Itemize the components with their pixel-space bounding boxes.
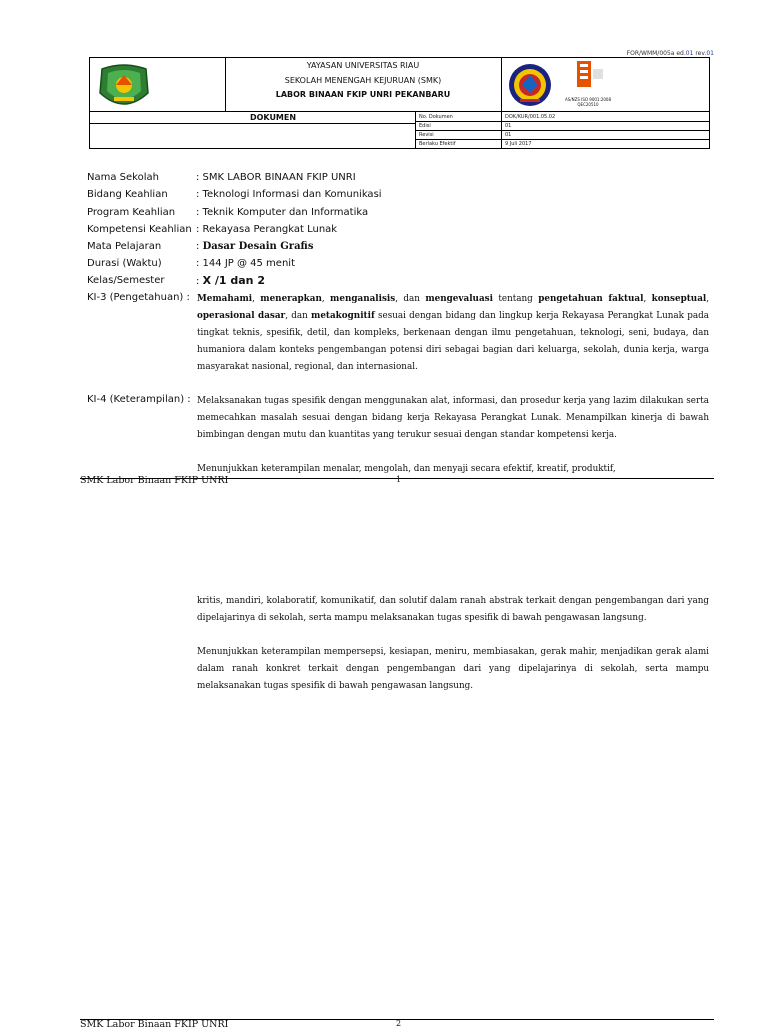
foundation-name: YAYASAN UNIVERSITAS RIAU <box>306 61 420 70</box>
field-label: Mata Pelajaran <box>87 241 162 252</box>
ki3-text-run: , <box>706 294 710 304</box>
meta-value: 01 <box>505 123 512 129</box>
ki3-keyword: menerapkan <box>260 294 322 304</box>
page-number: 2 <box>396 1019 402 1028</box>
ki3-text <box>197 291 709 376</box>
school-name: SEKOLAH MENENGAH KEJURUAN (SMK) <box>284 75 442 85</box>
meta-label: No. Dokumen <box>419 114 453 120</box>
field-value: : Teknik Komputer dan Informatika <box>196 207 369 218</box>
meta-label: Revisi <box>419 132 434 138</box>
ki3-text-run: , <box>252 294 261 304</box>
ki3-keyword: pengetahuan faktual <box>538 294 644 304</box>
ki3-keyword: menganalisis <box>330 294 396 304</box>
page-number: 1 <box>396 475 402 484</box>
ki3-text-run: , dan <box>285 311 312 321</box>
form-code: FOR/WMM/005a ed.01 rev.01 <box>626 50 714 57</box>
ki4-paragraph-3: Menunjukkan keterampilan mempersepsi, kesiapan, meniru, membiasakan, gerak mahir, menjadikan gerak alami dalam ranah konkret terkait dengan pengembangan dari yang dipelajarinya di sekolah, serta mampu melaksanakan tugas spesifik di bawah pengawasan langsung. <box>197 647 709 691</box>
labor-name: LABOR BINAAN FKIP UNRI PEKANBARU <box>275 90 451 99</box>
field-label: Bidang Keahlian <box>87 189 168 200</box>
ki3-text-run: , <box>321 294 331 304</box>
ki3-keyword: metakognitif <box>311 311 375 321</box>
ki3-text-run: sesuai dengan bidang dan lingkup kerja Rekayasa Perangkat Lunak pada tingkat teknis, spesifik, detil, dan kompleks, berkenaan dengan ilmu pengetahuan, teknologi, seni, budaya, dan humaniora dalam konteks pengembangan potensi diri sebagai bagian dari keluarga, sekolah, dunia kerja, warga masyarakat nasional, regional, dan internasional. <box>197 311 709 372</box>
ki4-label: KI-4 (Keterampilan) : <box>87 394 191 405</box>
ki4-paragraph-2-start: Menunjukkan keterampilan menalar, mengolah, dan menyaji secara efektif, kreatif, produktif, <box>197 464 616 474</box>
meta-value: 9 Juli 2017 <box>505 141 532 147</box>
unri-logo-icon <box>96 63 152 111</box>
field-value: : Dasar Desain Grafis <box>196 241 314 252</box>
field-label: Durasi (Waktu) <box>87 258 162 269</box>
footer-school: SMK Labor Binaan FKIP UNRI <box>80 475 229 486</box>
field-label: Program Keahlian <box>87 207 176 218</box>
ki3-keyword: mengevaluasi <box>425 294 493 304</box>
meta-label: Edisi <box>419 123 431 129</box>
field-value: : 144 JP @ 45 menit <box>196 258 295 269</box>
field-value: : SMK LABOR BINAAN FKIP UNRI <box>196 172 356 183</box>
ki3-text-run: , dan <box>395 294 426 304</box>
document-label: DOKUMEN <box>249 113 297 122</box>
field-value: : Teknologi Informasi dan Komunikasi <box>196 189 382 200</box>
ki3-label: KI-3 (Pengetahuan) : <box>87 292 190 303</box>
ki3-keyword: Memahami <box>197 294 253 304</box>
field-label: Kelas/Semester <box>87 275 165 286</box>
school-emblem-icon <box>507 63 553 107</box>
ki3-text-run: tentang <box>492 294 539 304</box>
footer-school: SMK Labor Binaan FKIP UNRI <box>80 1019 229 1030</box>
field-label: Nama Sekolah <box>87 172 159 183</box>
field-value: : Rekayasa Perangkat Lunak <box>196 224 338 235</box>
ki4-paragraph-2-cont: kritis, mandiri, kolaboratif, komunikatif, dan solutif dalam ranah abstrak terkait dengan pengembangan dari yang dipelajarinya di sekolah, serta mampu melaksanakan tugas spesifik di bawah pengawasan langsung. <box>197 596 709 623</box>
meta-value: 01 <box>505 132 512 138</box>
field-value: : X /1 dan 2 <box>196 274 265 287</box>
ki4-paragraph-1: Melaksanakan tugas spesifik dengan menggunakan alat, informasi, dan prosedur kerja yang lazim dilakukan serta memecahkan masalah sesuai dengan bidang kerja Rekayasa Perangkat Lunak. Menampilkan kinerja di bawah bimbingan dengan mutu dan kuantitas yang terukur sesuai dengan standar kompetensi kerja. <box>197 396 709 440</box>
certification-text: AS/NZS ISO 9001:2008 QEC20510 <box>564 97 611 107</box>
meta-value: DOK/KUR/001.05.02 <box>505 114 556 120</box>
field-label: Kompetensi Keahlian <box>87 224 192 235</box>
ki3-text-run: , <box>643 294 652 304</box>
ki3-keyword: konseptual <box>651 294 707 304</box>
subject-name: Dasar Desain Grafis <box>202 241 314 252</box>
meta-label: Berlaku Efektif <box>419 141 456 147</box>
ki3-keyword: operasional dasar <box>197 311 286 321</box>
class-semester: X /1 dan 2 <box>202 274 265 287</box>
document-header <box>89 57 710 149</box>
